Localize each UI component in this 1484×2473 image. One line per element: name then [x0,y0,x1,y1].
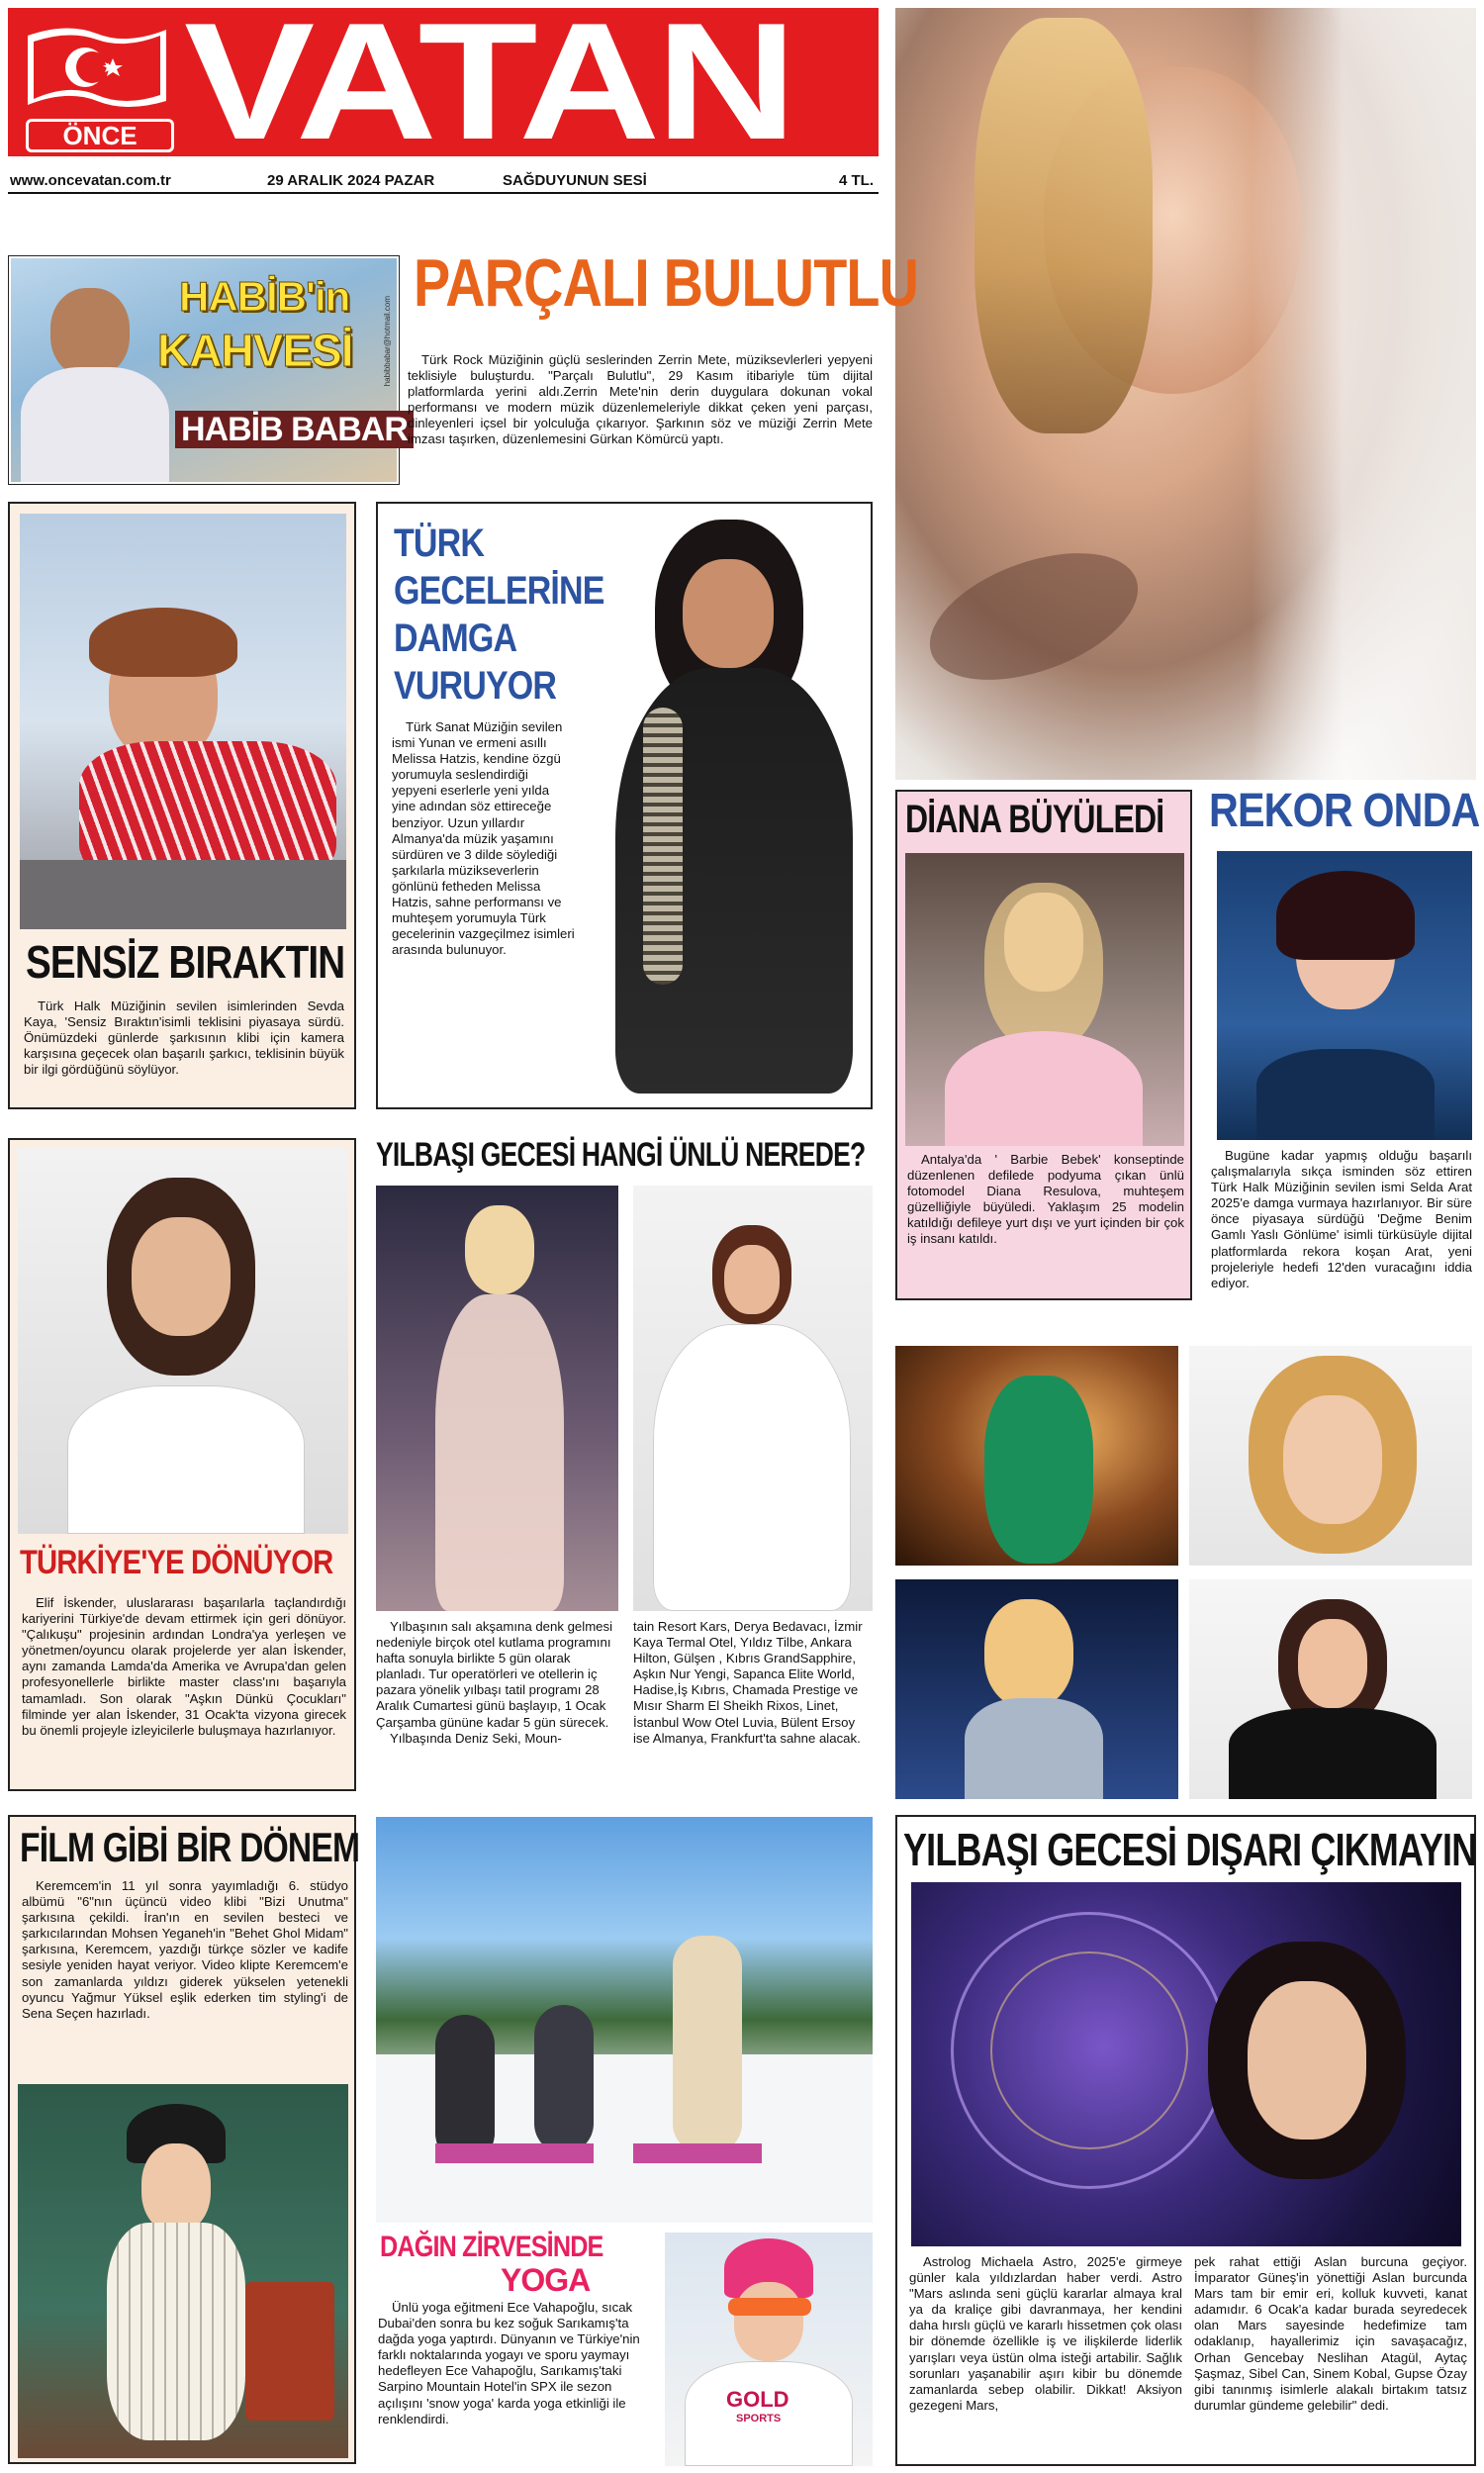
column-author-name: HABİB BABAR [175,411,414,448]
masthead-bar [8,164,879,194]
rekor-headline: REKOR ONDA [1209,785,1480,837]
website-link[interactable]: www.oncevatan.com.tr [10,172,171,189]
column-credit: habibbabar@hotmail.com [383,296,392,387]
parcali-body: Türk Rock Müziğinin güçlü seslerinden Zerrin Mete, müziksevlerleri yepyeni teklisiyle buluşturdu. "Parçalı Bulutlu", 29 Kasım itibariyle tüm dijital platformlarda yerini aldı.Zerrin Mete'nin derin duygulara dokunan vokal performansı ve modern müzik düzenlemeleriyle dikkat çeken yeni parçası, dinleyenleri içsel bir yolculuğa çıkarıyor. Şarkının söz ve müziği Zerrin Mete imzası taşırken, düzenlemesini Gürkan Kömürcü yaptı. [408,352,873,447]
diana-body: Antalya'da ' Barbie Bebek' konseptinde düzenlenen defilede podyuma çıkan ünlü fotomodel Diana Resulova, muhteşem güzelliğiyle büyüledi. Yaklaşım 25 modelin katıldığı defileye yurt dışı ve yurt içinden bir çok iş insanı katıldı. [907,1152,1184,1247]
parcali-headline: PARÇALI BULUTLU [414,245,919,321]
column-box [8,255,408,485]
yoga-portrait-photo [665,2233,873,2466]
turk-body: Türk Sanat Müziğin sevilen ismi Yunan ve ermeni asıllı Melissa Hatzis, kendine özgü yorumuyla seslendirdiği yepyeni eserlerle yeni yılda yine adından söz ettireceğe benziyor. Uzun yıllardır Almanya'da müzik yaşamını sürdüren ve 3 dilde söylediği şarkılarla müzikseverlerin gönlünü fetheden Melissa Hatzis, sahne performansı ve muhteşem yorumuyla Türk gecelerinin vazgeçilmez isimleri arasında bulunuyor. [392,719,575,958]
rekor-body: Bugüne kadar yapmış olduğu başarılı çalışmalarıyla sıkça isminden söz ettiren Türk Halk Müziğinin sevilen ismi Selda Arat 2025'e damga vurmaya hazırlanıyor. Bir süre önce piyasaya sürdüğü 'Değme Benim Gamlı Yaslı Gönlüme' isimli türküsüyle dijital platformlarda rekora koşan Arat, yeni projeleriyle hedefi 12'den vuracağını iddia ediyor. [1211,1148,1472,1290]
yoga-headline-line2: YOGA [501,2262,591,2298]
grid-photo-3 [895,1579,1178,1799]
yilbasi-headline: YILBAŞI GECESİ HANGİ ÜNLÜ NEREDE? [376,1136,866,1174]
disari-headline: YILBAŞI GECESİ DIŞARI ÇIKMAYIN [903,1824,1477,1875]
turkiye-body: Elif İskender, uluslararası başarılarla taçlandırdığı kariyerini Türkiye'de devam ettirmek için geri dönüyor. "Çalıkuşu" projesinin ardından Londra'ya yerleşen ve yönetmen/oyuncu olarak projelerde yer alan İskender, aynı zamanda Lamda'da Amerika ve Avrupa'dan gelen profesyonellerle birlikte master class'ını başarıyla tamamladı. Son olarak "Aşkın Dünkü Çocukları" filminde yer alan İskender, 31 Ocak'ta vizyona girecek bu önemli projeyle izleyicilerle buluşmaya hazırlanıyor. [22,1595,346,1738]
turkiye-headline: TÜRKİYE'YE DÖNÜYOR [20,1544,333,1581]
sensiz-headline: SENSİZ BIRAKTIN [26,936,345,988]
yilbasi-photo-2 [633,1186,873,1611]
grid-photo-2 [1189,1346,1472,1566]
yilbasi-col2: tain Resort Kars, Derya Bedavacı, İzmir Kaya Termal Otel, Yıldız Tilbe, Ankara Hilton, Gülşen , Kıbrıs GrandSapphire, Aşkın Nur Yengi, Sapanca Elite World, Hadise,İş Kıbrıs, Chamada Prestige ve Mısır Sharm El Sheikh Rixos, Linet, İstanbul Wow Otel Luvia, Bülent Ersoy ise Almanya, Frankfurt'ta sahne alacak. [633,1619,863,1746]
disari-col2: pek rahat ettiği Aslan burcuna geçiyor. İmparator Güneş'in yönettiği Aslan burcunda Mars tam bir emir eri, kolluk kuvveti, kanat adamıdır. 6 Ocak'a kadar burada seyredecek olan Mars sayesinde hedefimize tam odaklanıp, hayallerimiz için savaşacağız, Orhan Gencebay Neslihan Atagül, Aytaç Şaşmaz, Sibel Can, Sinem Kobal, Gupse Özay gibi tanınmış isimlerle alakalı birtakım tatsız durumlar gündeme gelebilir" dedi. [1194,2254,1467,2413]
diana-headline: DİANA BÜYÜLEDİ [905,798,1164,841]
sensiz-body: Türk Halk Müziğinin sevilen isimlerinden Sevda Kaya, 'Sensiz Bıraktın'isimli teklisini piyasaya sürdü. Önümüzdeki günlerde şarkısının klibi için kamera karşısına geçecek olan başarılı şarkıcı, teklisinin büyük bir ilgi gördüğünü söylüyor. [24,999,344,1078]
cap-logo-text: GOLD [726,2387,789,2412]
film-headline: FİLM GİBİ BİR DÖNEM [20,1824,360,1870]
disari-box [895,1815,1476,2466]
motto: SAĞDUYUNUN SESİ [503,172,647,189]
masthead [8,0,879,196]
diana-box [895,790,1192,1300]
column-title-line1: HABİB'in [179,273,350,320]
turk-headline: TÜRK GECELERİNE DAMGA VURUYOR [394,522,604,708]
film-photo [18,2084,348,2458]
rekor-photo [1217,851,1472,1140]
hero-portrait-photo [895,8,1476,780]
yilbasi-photo-1 [376,1186,618,1611]
column-title-line2: KAHVESİ [157,325,353,376]
turkiye-photo [18,1148,348,1534]
issue-date: 29 ARALIK 2024 PAZAR [267,172,435,189]
disari-photo [911,1882,1461,2246]
yoga-headline-line1: DAĞIN ZİRVESİNDE [380,2231,603,2263]
sensiz-box [8,502,356,1109]
yilbasi-col1: Yılbaşının salı akşamına denk gelmesi nedeniyle birçok otel kutlama programını hafta sonuyla birlikte 5 gün olarak planladı. Tur operatörleri ve otellerin iç pazara yönelik yılbaşı tatil programı 28 Aralık Cumartesi günü başlayıp, 1 Ocak Çarşamba gününe kadar 5 gün sürecek. Yılbaşında Deniz Seki, Moun- [376,1619,613,1746]
price: 4 TL. [839,172,875,189]
yoga-body: Ünlü yoga eğitmeni Ece Vahapoğlu, sıcak Dubai'den sonra bu kez soğuk Sarıkamış'ta dağda yoga yaptırdı. Dünyanın ve Türkiye'nin farklı noktalarında yogayı ve sporu yaymayı hedefleyen Ece Vahapoğlu, Sarıkamış'taki Sarpino Mountain Hotel'in SPX ile sezon açılışını 'snow yoga' karda yoga etkinliği ile renklendirdi. [378,2300,640,2426]
film-body: Keremcem'in 11 yıl sonra yayımladığı 6. stüdyo albümü "6"nın üçüncü video klibi "Bizi Unutma" şarkısına çekildi. İran'ın en sevilen besteci ve şarkıcılarından Mohsen Yeganeh'in "Behet Ghol Midam" şarkısına, Keremcem, yazdığı türkçe sözler ve kadife sesiyle yeniden hayat veriyor. Video klipte Keremcem'e son zamanlarda yıldızı giderek yükselen yetenekli oyuncu Yağmur Yüksel eşlik ederken tim styling'i de Sena Seçen hazırladı. [22,1878,348,2021]
yoga-photo [376,1817,873,2223]
logo-word: VATAN [184,0,793,174]
diana-photo [905,853,1184,1146]
cap-logo-subtext: SPORTS [736,2413,782,2425]
grid-photo-4 [1189,1579,1472,1799]
film-box [8,1815,360,2464]
sensiz-photo [20,514,346,929]
flag-icon [18,18,176,117]
turkiye-box [8,1138,356,1791]
grid-photo-1 [895,1346,1178,1566]
turk-box [376,502,873,1109]
logo-prefix: ÖNCE [26,119,174,152]
disari-col1: Astrolog Michaela Astro, 2025'e girmeye günler kala yıldızlardan haber verdi. Astro "Mars aslında seni güçlü kararlar almaya kral ya da kraliçe gibi davranmaya, her kendini daha hırslı güçlü ve kararlı hissetmen çok olası bir dönemde özellikle iş ve ilişkilerde liderlik yarışları veya üstün olma isteği artabilir. Sağlık sorunları yaşanabilir aşırı kibir bu dönemde zamanlarda sebep olabilir. Dikkat! Aksiyon gezegeni Mars, [909,2254,1182,2413]
